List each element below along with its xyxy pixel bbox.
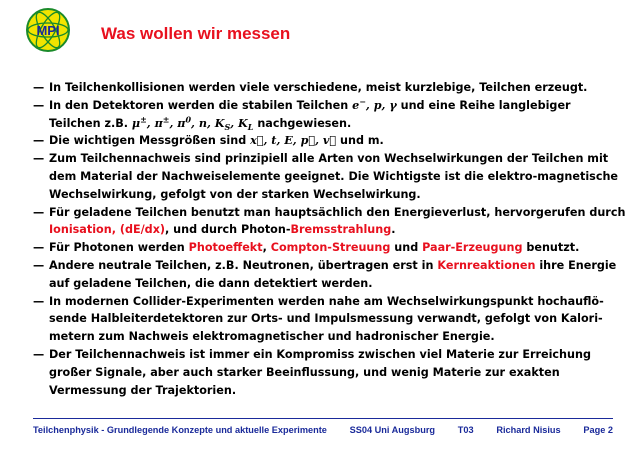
footer xyxy=(33,425,613,435)
footer-code: T03 xyxy=(457,425,474,435)
bullet-item-photons: — Für Photonen werden Photoeffekt, Compton-Streuung und Paar-Erzeugung benutzt. xyxy=(33,239,623,257)
bullet-item-stable-particles: — In den Detektoren werden die stabilen Teilchen e−, p, γ und eine Reihe langlebiger Teilchen z.B. μ±, π±, $\pi^0$, n, $K_S$, $K_L$ nachgewiesen. xyxy=(33,97,623,133)
slide-title: Was wollen wir messen xyxy=(101,24,291,43)
bullet-list xyxy=(33,79,626,399)
footer-term: SS04 Uni Augsburg xyxy=(349,425,436,435)
bullet-item-neutral-particles: — Andere neutrale Teilchen, z.B. Neutronen, übertragen erst in Kernreaktionen ihre Energie auf geladene Teilchen, die dann detektiert werden. xyxy=(33,257,623,293)
bullet-item-interactions: — Zum Teilchennachweis sind prinzipiell alle Arten von Wechselwirkungen der Teilchen mit dem Material der Nachweiselemente geeignet. Die Wichtigste ist die elektro-magnetische Wechselwirkung, gefolgt von der starken Wechselwirkung. xyxy=(33,150,623,203)
bullet-item-charged-particles: — Für geladene Teilchen benutzt man hauptsächlich den Energieverlust, hervorgerufen durch Ionisation, (dE/dx), und durch Photon-Bremsstrahlung. xyxy=(33,204,623,240)
logo-text: MPI xyxy=(36,23,60,38)
footer-divider xyxy=(33,418,613,419)
mpi-logo xyxy=(24,6,72,54)
bullet-item-collider-detectors: — In modernen Collider-Experimenten werden nahe am Wechselwirkungspunkt hochauflö- sende Halbleiterdetektoren zur Orts- und Impulsmessung verwandt, gefolgt von Kalori- metern zum Nachweis elektromagnetischer und hadronischer Energie. xyxy=(33,293,623,346)
bullet-item-collisions: — In Teilchenkollisionen werden viele verschiedene, meist kurzlebige, Teilchen erzeugt. xyxy=(33,79,623,97)
footer-page-number: Page 2 xyxy=(583,425,613,435)
footer-author: Richard Nisius xyxy=(496,425,561,435)
bullet-item-quantities: — Die wichtigen Messgrößen sind x⃗, t, E, p⃗, v⃗ und m. xyxy=(33,132,623,150)
bullet-item-compromise: — Der Teilchennachweis ist immer ein Kompromiss zwischen viel Materie zur Erreichung großer Signale, aber auch starker Beeinflussung, und wenig Materie zur exakten Vermessung der Trajektorien. xyxy=(33,346,623,399)
footer-course: Teilchenphysik - Grundlegende Konzepte und aktuelle Experimente xyxy=(33,425,327,435)
